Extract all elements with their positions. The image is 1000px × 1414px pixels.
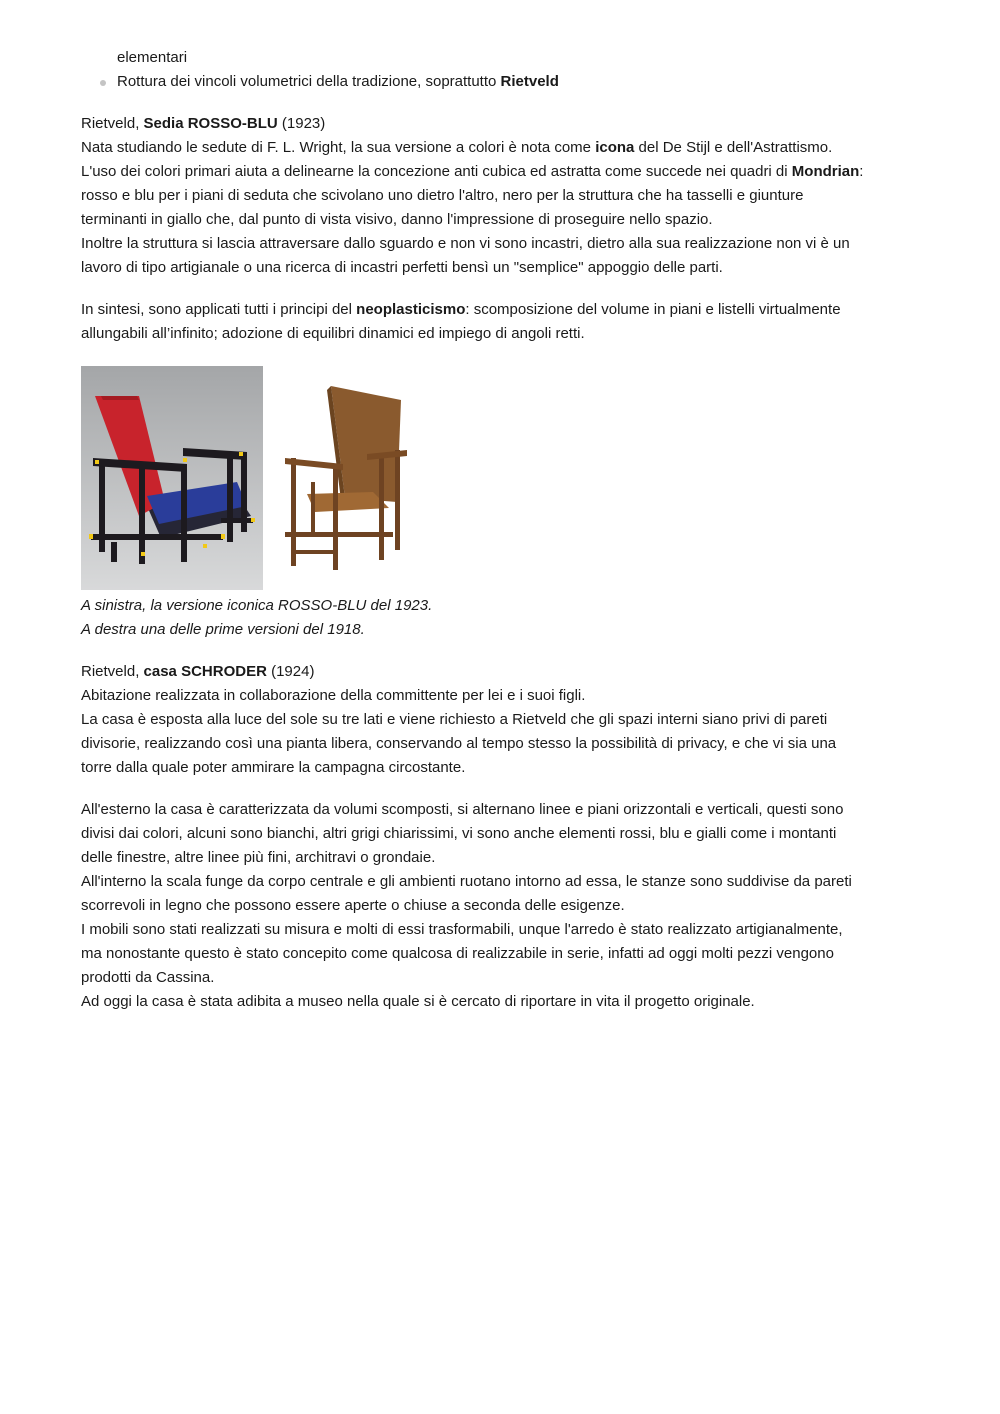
red-blue-chair-image [81,366,263,590]
heading-title: casa SCHRODER [143,663,267,680]
list-item-bold: Rietveld [500,73,559,90]
heading-prefix: Rietveld, [81,663,144,680]
text-bold: icona [595,139,635,156]
paragraph-line: divisi dai colori, alcuni sono bianchi, altri grigi chiarissimi, vi sono anche elementi rossi, blu e gialli come i montanti [81,825,837,842]
paragraph-line: All'interno la scala funge da corpo centrale e gli ambienti ruotano intorno ad essa, le stanze sono suddivise da pareti [81,873,852,890]
paragraph-line: La casa è esposta alla luce del sole su tre lati e viene richiesto a Rietveld che gli spazi interni siano privi di pareti [81,711,828,728]
text-run: : [859,163,864,180]
heading-year: (1924) [266,663,315,680]
text-bold: neoplasticismo [356,301,466,318]
continued-text: elementari [117,49,188,66]
text-run: : scomposizione del volume in piani e listelli virtualmente [465,301,841,318]
paragraph-line: Inoltre la struttura si lascia attraversare dallo sguardo e non vi sono incastri, dietro alla sua realizzazione non vi è un [81,235,850,252]
heading-prefix: Rietveld, [81,115,144,132]
paragraph-line [81,160,921,184]
paragraph-line: divisorie, realizzando così una pianta libera, conservando al tempo stesso la possibilità di privacy, e che vi sia una [81,735,837,752]
heading-title: Sedia ROSSO-BLU [143,115,278,132]
text-run: Nata studiando le sedute di F. L. Wright, la sua versione a colori è nota come [81,139,596,156]
paragraph-line: delle finestre, altre linee più fini, architravi o grondaie. [81,849,436,866]
paragraph-line: rosso e blu per i piani di seduta che scivolano uno dietro l'altro, nero per la struttura che ha tasselli e giunture [81,187,804,204]
bullet-icon [100,80,106,86]
figure-caption: A destra una delle prime versioni del 1918. [81,621,365,638]
paragraph-line: All'esterno la casa è caratterizzata da volumi scomposti, si alternano linee e piani orizzontali e verticali, questi sono [81,801,844,818]
paragraph-line: ma nonostante questo è stato concepito come qualcosa di realizzabile in serie, infatti ad oggi molti pezzi vengono [81,945,834,962]
section-heading-casa [81,660,921,684]
paragraph-line: scorrevoli in legno che possono essere aperte o chiuse a seconda delle esigenze. [81,897,625,914]
paragraph-line: torre dalla quale poter ammirare la campagna circostante. [81,759,466,776]
heading-year: (1923) [277,115,326,132]
chairs-figure [81,366,921,590]
paragraph-line [81,136,921,160]
figure-caption: A sinistra, la versione iconica ROSSO-BLU del 1923. [81,597,433,614]
paragraph-line: Abitazione realizzata in collaborazione della committente per lei e i suoi figli. [81,687,586,704]
text-run: In sintesi, sono applicati tutti i principi del [81,301,357,318]
paragraph-line: prodotti da Cassina. [81,969,215,986]
paragraph-line: terminanti in giallo che, dal punto di vista visivo, danno l'impressione di proseguire nello spazio. [81,211,713,228]
text-run: del De Stijl e dell'Astrattismo. [634,139,833,156]
list-item [81,70,921,94]
text-run: L'uso dei colori primari aiuta a delinearne la concezione anti cubica ed astratta come succede nei quadri di [81,163,792,180]
section-heading-sedia [81,112,921,136]
paragraph-line: lavoro di tipo artigianale o una ricerca di incastri perfetti bensì un "semplice" appoggio delle parti. [81,259,723,276]
paragraph-line: I mobili sono stati realizzati su misura e molti di essi trasformabili, unque l'arredo è stato realizzato artigianalmente, [81,921,843,938]
document-page [81,46,921,1014]
wooden-chair-image [271,382,421,576]
paragraph-line [81,298,921,322]
paragraph-line: Ad oggi la casa è stata adibita a museo nella quale si è cercato di riportare in vita il progetto originale. [81,993,755,1010]
text-bold: Mondrian [791,163,860,180]
list-item-text: Rottura dei vincoli volumetrici della tradizione, soprattutto [117,73,501,90]
paragraph-line: allungabili all’infinito; adozione di equilibri dinamici ed impiego di angoli retti. [81,325,585,342]
